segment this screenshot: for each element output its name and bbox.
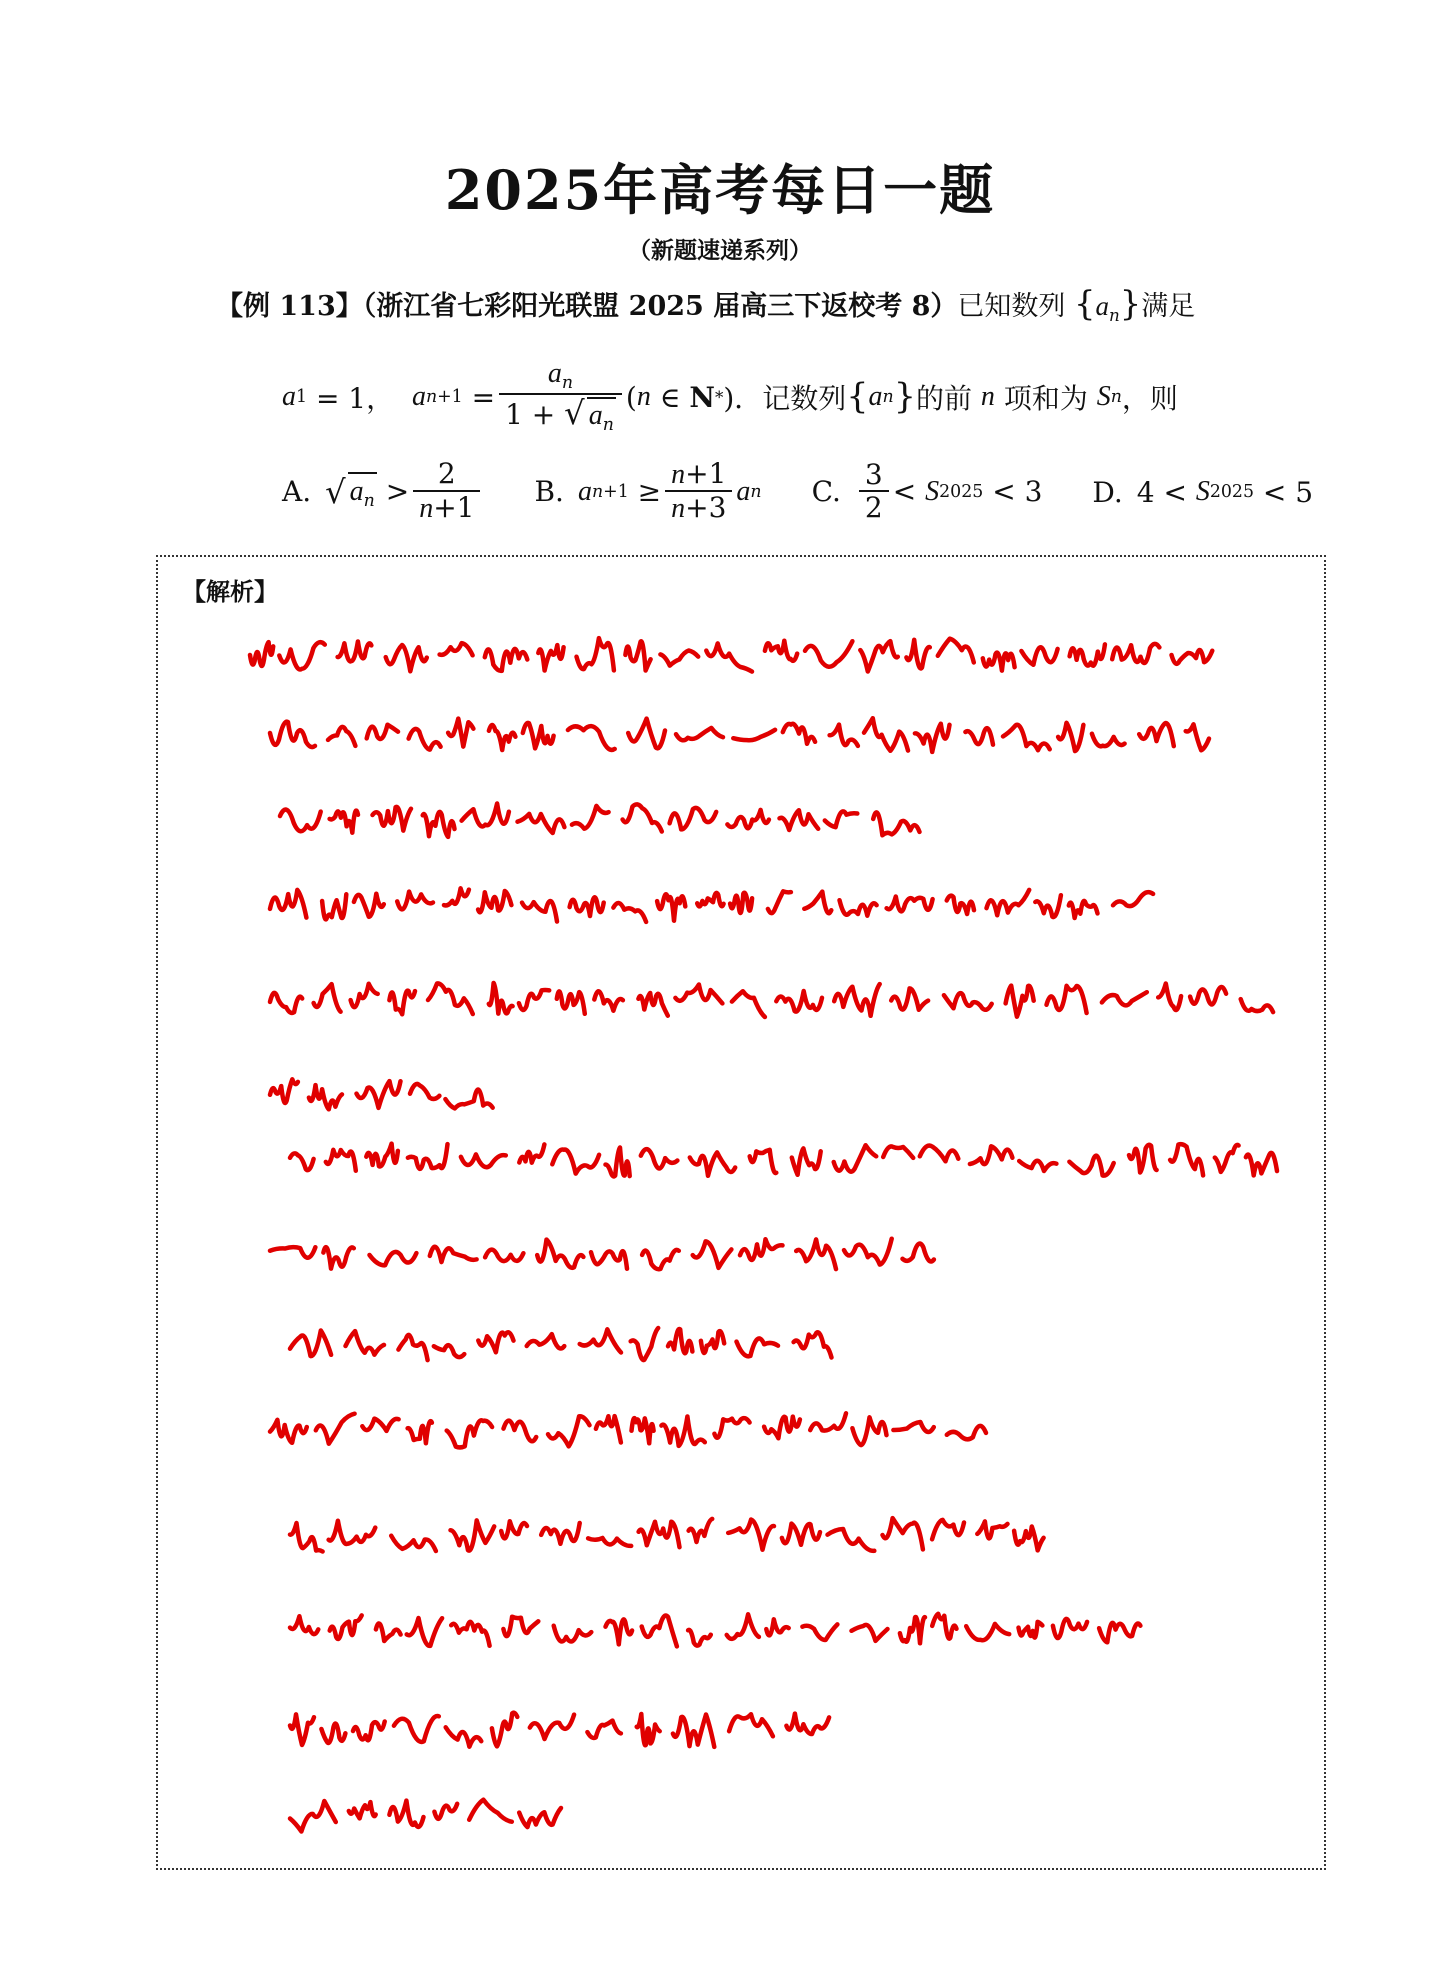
option-b: B. a n+1 ≥ $\frac{n+1}{n+3}$ a n <box>534 456 762 525</box>
handwritten-line <box>270 718 1209 752</box>
page-title: 2025年高考每日一题 <box>444 158 996 222</box>
solution-label: 【解析】 <box>182 577 278 606</box>
handwritten-line <box>270 983 1273 1017</box>
handwritten-line <box>250 638 1212 672</box>
option-d: D. 4 < S 2025 < 5 <box>1092 475 1314 509</box>
handwritten-line <box>270 888 1153 922</box>
handwritten-line <box>290 1614 1140 1647</box>
handwritten-line <box>290 1518 1044 1551</box>
option-c: C. $\frac{3}{2}$ < S 2025 < 3 <box>811 457 1043 525</box>
handwritten-line <box>270 1413 986 1447</box>
problem-statement-line1: 【例 113】（浙江省七彩阳光联盟 2025 届高三下返校考 8）已知数列 $\{a_n\}$满足 <box>216 284 1196 325</box>
problem-intro: 已知数列 <box>957 291 1066 322</box>
handwritten-line <box>290 1713 829 1747</box>
problem-satisfy: 满足 <box>1141 291 1196 322</box>
page-subtitle: （新题速递系列） <box>628 237 812 264</box>
problem-source: （浙江省七彩阳光联盟 2025 届高三下返校考 8） <box>362 291 958 322</box>
problem-statement-line2: a 1 = 1， a n+1 = $\frac{a_n}{1 + √ a_n}$ ( n ∈ N * )．记数列 { a n } 的前 n 项和为 S n ，则 <box>282 357 1178 436</box>
handwritten-line <box>290 1144 1277 1177</box>
handwritten-line <box>270 1079 493 1109</box>
handwritten-line <box>270 1239 934 1270</box>
handwritten-line <box>290 1800 561 1832</box>
handwritten-line <box>280 804 920 837</box>
option-a: A. √ $a_n$ > $\frac{2}{n+1}$ <box>282 459 484 525</box>
example-number: 【例 113】 <box>216 291 363 322</box>
handwritten-line <box>290 1328 832 1360</box>
recurrence-fraction: $\frac{a_n}{1 + √ a_n}$ <box>499 358 622 436</box>
